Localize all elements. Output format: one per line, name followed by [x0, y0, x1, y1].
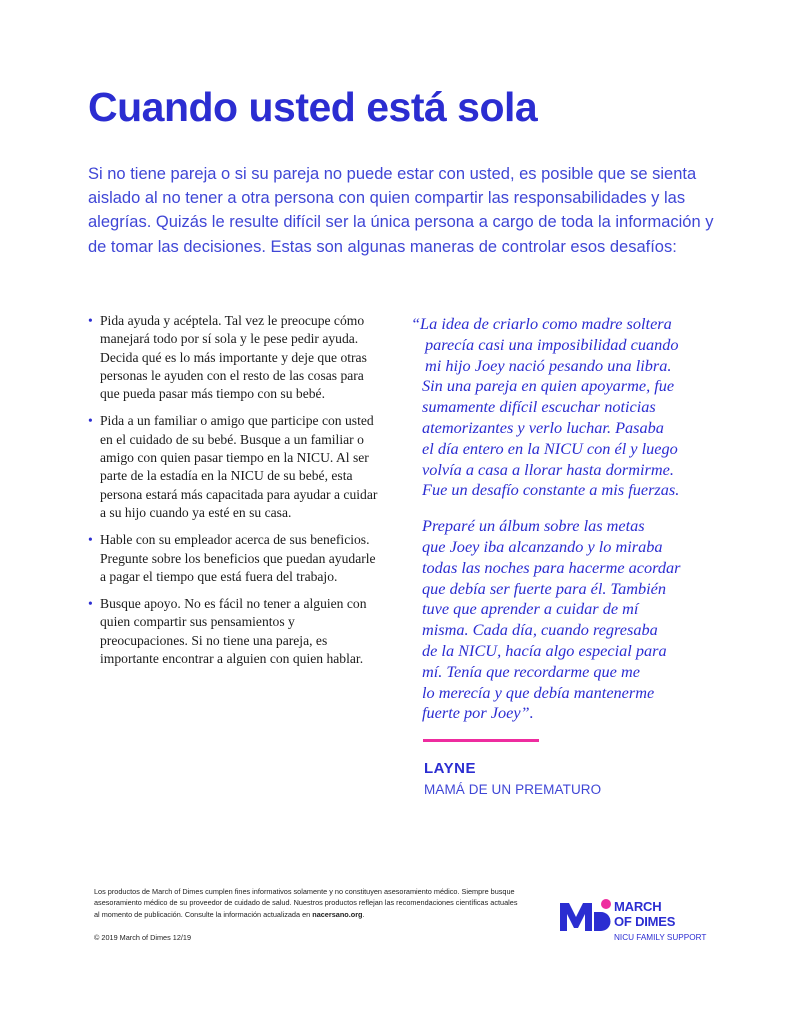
quote-line: que debía ser fuerte para él. También	[422, 578, 667, 598]
intro-paragraph: Si no tiene pareja o si su pareja no puede estar con usted, es posible que se sienta aislado al no tener a otra persona con quien compartir las responsabilidades y las alegrías. Quizás le resulte difícil ser la única persona a cargo de toda la información y de tomar las decisiones. Estas son algunas maneras de controlar esos desafíos:	[88, 165, 714, 256]
disclaimer-body: Los productos de March of Dimes cumplen fines informativos solamente y no constituyen asesoramiento médico. Siempre busque asesoramiento médico de su proveedor de cuidado de salud. Nuestros productos reflejan las recomendaciones científicas actuales al momento de publicación. Consulte la información actualizada en	[94, 887, 518, 919]
quote-line: que Joey iba alcanzando y lo miraba	[422, 536, 663, 556]
testimonial-quote	[411, 314, 741, 739]
tip-item: • Pida ayuda y acéptela. Tal vez le preocupe cómo manejará todo por sí sola y le pese pedir ayuda. Decida qué es lo más importante y deje que otras personas le ayuden con el resto de las cosas para que pueda pasar más tiempo con su bebé.	[88, 312, 383, 403]
accent-divider	[423, 739, 539, 742]
quote-line: Preparé un álbum sobre las metas	[422, 516, 645, 536]
logo-line-1: MARCH	[614, 899, 662, 914]
quote-line: parecía casi una imposibilidad cuando	[425, 334, 679, 354]
quote-author-name: LAYNE	[424, 760, 476, 777]
copyright-notice: © 2019 March of Dimes 12/19	[94, 933, 192, 942]
quote-line: misma. Cada día, cuando regresaba	[422, 620, 658, 640]
quote-line: “La idea de criarlo como madre soltera	[411, 314, 672, 333]
tips-list	[88, 312, 383, 677]
logo-wordmark	[614, 900, 675, 929]
logo-line-2: OF DIMES	[614, 913, 676, 929]
disclaimer-end: .	[362, 909, 365, 919]
quote-line: tuve que aprender a cuidar de mí	[422, 599, 639, 619]
disclaimer-text	[94, 886, 524, 920]
quote-author-role: MAMÁ DE UN PREMATURO	[424, 782, 602, 797]
page-title: Cuando usted está sola	[88, 84, 538, 130]
quote-line: mi hijo Joey nació pesando una libra.	[425, 355, 672, 375]
quote-line: todas las noches para hacerme acordar	[422, 557, 681, 577]
quote-line: Fue un desafío constante a mis fuerzas.	[422, 480, 680, 500]
quote-line: Sin una pareja en quien apoyarme, fue	[422, 376, 675, 396]
logo-mark-icon	[558, 898, 612, 932]
march-of-dimes-logo	[558, 898, 718, 948]
quote-line: el día entero en la NICU con él y luego	[422, 438, 678, 458]
quote-line: sumamente difícil escuchar noticias	[422, 397, 656, 417]
tip-item: • Hable con su empleador acerca de sus beneficios. Pregunte sobre los beneficios que puedan ayudarle a pagar el tiempo que está fuera del trabajo.	[88, 531, 383, 586]
website-link[interactable]: nacersano.org	[312, 909, 363, 919]
quote-line: lo merecía y que debía mantenerme	[422, 682, 655, 702]
quote-line: atemorizantes y verlo luchar. Pasaba	[422, 417, 664, 437]
tip-item: • Busque apoyo. No es fácil no tener a alguien con quien compartir sus pensamientos y preocupaciones. Si no tiene una pareja, es importante encontrar a alguien con quien hablar.	[88, 595, 383, 668]
quote-line: fuerte por Joey”.	[422, 703, 534, 723]
logo-program-name: NICU FAMILY SUPPORT	[614, 933, 707, 942]
quote-paragraph-1	[411, 314, 741, 501]
tip-item: • Pida a un familiar o amigo que participe con usted en el cuidado de su bebé. Busque a un familiar o amigo con quien pasar tiempo en la NICU. Al ser parte de la estadía en la NICU de su bebé, esta persona estará más capacitada para ayudar a cuidar a su hijo cuando ya esté en su casa.	[88, 412, 383, 522]
quote-line: volvía a casa a llorar hasta dormirme.	[422, 459, 674, 479]
quote-paragraph-2	[411, 516, 741, 724]
quote-line: mí. Tenía que recordarme que me	[422, 661, 640, 681]
quote-line: de la NICU, hacía algo especial para	[422, 640, 667, 660]
